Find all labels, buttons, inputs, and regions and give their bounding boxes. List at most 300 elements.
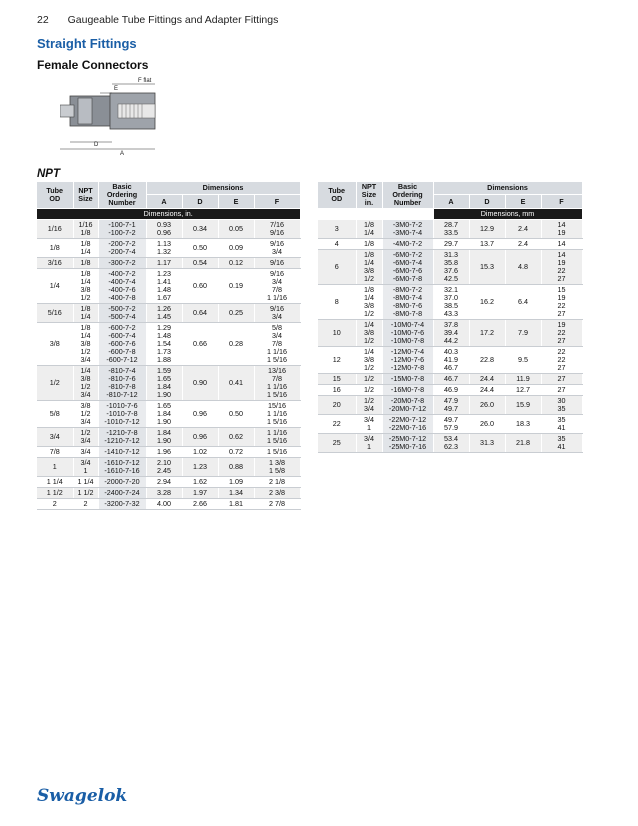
cell-dim-f [541,250,582,285]
cell-ordering-number-value: -600-7-8 [108,347,136,356]
female-bore [118,104,155,118]
cell-ordering-number [382,239,433,250]
cell-ordering-number-value: -20M0-7-12 [388,404,427,413]
cell-dim-f-value: 27 [557,363,566,372]
cell-dim-a-value: 1.73 [157,347,171,356]
cell-dim-a [433,239,469,250]
cell-npt-size-value: 1/8 [80,323,91,332]
cell-dim-f [254,323,300,366]
cell-npt-size-value: 1/2 [80,347,91,356]
cell-npt-size [73,269,98,304]
cell-dim-f-value: 30 [557,396,566,405]
cell-npt-size-value: 1/4 [364,293,374,302]
cell-dim-f-value: 1 1/16 [267,293,287,302]
f-flat-label: F flat [138,78,152,84]
cell-npt-size-value: 1/4 [364,320,374,329]
cell-ordering-number-value: -12M0-7-6 [390,355,425,364]
cell-dim-f-value: 1 5/8 [269,466,285,475]
cell-tube-od: 1/16 [37,220,73,239]
cell-dim-a-value: 37.6 [444,266,458,275]
cell-tube-od: 16 [318,385,356,396]
cell-ordering-number-value: -2000-7-20 [104,477,140,486]
cell-tube-od: 20 [318,396,356,415]
cell-dim-a [146,477,182,488]
table-row [37,447,300,458]
cell-npt-size-value: 3/8 [80,401,91,410]
cell-dim-a-value: 28.7 [444,220,458,229]
cell-dim-f-value: 22 [557,355,566,364]
cell-ordering-number-value: -2400-7-24 [104,488,140,497]
cell-dim-f [254,220,300,239]
cell-ordering-number-value: -10M0-7-8 [390,336,425,345]
cell-dim-d: 0.54 [182,258,218,269]
cell-dim-a-value: 32.1 [444,285,458,294]
cell-dim-f-value: 27 [557,374,566,383]
cell-dim-d: 12.9 [469,220,505,239]
table-row [37,239,300,258]
cell-dim-a [146,323,182,366]
col-f: F [541,195,582,209]
cell-npt-size [73,220,98,239]
cell-npt-size-value: 1/8 [80,258,91,267]
cell-npt-size [73,401,98,428]
cell-dim-a-value: 35.8 [444,258,458,267]
cell-npt-size-value: 1/8 [364,285,374,294]
cell-dim-d: 0.96 [182,428,218,447]
cell-ordering-number [98,366,146,401]
cell-dim-f-value: 7/8 [272,339,282,348]
cell-dim-f-value: 3/4 [272,247,282,256]
cell-dim-a-value: 1.65 [157,401,171,410]
cell-dim-f [541,239,582,250]
cell-npt-size [356,415,382,434]
cell-tube-od: 1/2 [37,366,73,401]
cell-ordering-number-value: -200-7-4 [108,247,136,256]
cell-dim-f-value: 9/16 [270,258,284,267]
cell-dim-a-value: 38.5 [444,301,458,310]
cell-dim-a-value: 0.93 [157,220,171,229]
cell-dim-a-value: 1.90 [157,436,171,445]
table-row [37,366,300,401]
cell-dim-a-value: 1.84 [157,428,171,437]
cell-dim-a-value: 1.96 [157,447,171,456]
cell-tube-od: 15 [318,374,356,385]
cell-dim-e: 0.88 [218,458,254,477]
cell-dim-f [254,499,300,510]
cell-dim-a-value: 37.8 [444,320,458,329]
cell-dim-a-value: 1.45 [157,312,171,321]
cell-ordering-number-value: -10M0-7-4 [390,320,425,329]
cell-dim-f-value: 2 3/8 [269,488,285,497]
cell-ordering-number-value: -400-7-8 [108,293,136,302]
cell-dim-a [433,385,469,396]
cell-dim-a [146,401,182,428]
cell-npt-size-value: 1 1/4 [77,477,94,486]
cell-dim-a-value: 1.67 [157,293,171,302]
cell-ordering-number [382,320,433,347]
cell-dim-e: 0.28 [218,323,254,366]
cell-dim-f-value: 7/8 [272,285,282,294]
cell-ordering-number-value: -12M0-7-8 [390,363,425,372]
cell-dim-a-value: 39.4 [444,328,458,337]
col-d: D [182,195,218,209]
cell-tube-od: 5/8 [37,401,73,428]
cell-ordering-number-value: -810-7-6 [108,374,136,383]
cell-dim-a-value: 1.23 [157,269,171,278]
cell-ordering-number [382,434,433,453]
cell-npt-size-value: 3/4 [364,415,374,424]
cell-ordering-number-value: -600-7-2 [108,323,136,332]
cell-ordering-number-value: -20M0-7-8 [390,396,425,405]
cell-dim-f-value: 22 [557,328,566,337]
cell-dim-f [254,401,300,428]
table-row [318,396,582,415]
cell-dim-e: 0.41 [218,366,254,401]
cell-dim-f [541,415,582,434]
cell-dim-d: 31.3 [469,434,505,453]
cell-dim-e: 0.09 [218,239,254,258]
cell-npt-size [356,250,382,285]
cell-ordering-number-value: -400-7-6 [108,285,136,294]
cell-dim-d: 1.62 [182,477,218,488]
cell-ordering-number [98,258,146,269]
cell-dim-f-value: 19 [557,228,566,237]
cell-dim-f-value: 3/4 [272,331,282,340]
section-title: Straight Fittings [37,36,137,51]
cell-dim-d: 0.34 [182,220,218,239]
units-band: Dimensions, in. [37,209,300,220]
cell-dim-f-value: 1 5/16 [267,436,287,445]
cell-dim-a-value: 1.41 [157,277,171,286]
cell-npt-size [73,447,98,458]
cell-npt-size-value: 3/8 [364,328,374,337]
cell-dim-a-value: 46.7 [444,374,458,383]
cell-npt-size-value: 1/4 [80,366,91,375]
cell-dim-f-value: 9/16 [270,269,284,278]
cell-npt-size-value: 1/8 [80,304,91,313]
cell-dim-f-value: 41 [557,442,566,451]
cell-dim-a-value: 1.48 [157,285,171,294]
cell-dim-a [146,269,182,304]
col-f: F [254,195,300,209]
cell-tube-od: 1/8 [37,239,73,258]
table-body [318,220,582,453]
cell-tube-od: 8 [318,285,356,320]
cell-npt-size-value: 1/2 [364,274,374,283]
cell-tube-od: 3/8 [37,323,73,366]
cell-npt-size-value: 3/4 [364,434,374,443]
cell-dim-f-value: 1 1/16 [267,347,287,356]
cell-ordering-number [382,250,433,285]
cell-dim-d: 1.23 [182,458,218,477]
cell-npt-size [73,366,98,401]
cell-npt-size [73,258,98,269]
cell-dim-a [146,458,182,477]
cell-ordering-number-value: -1010-7-8 [106,409,138,418]
cell-dim-f-value: 1 5/16 [267,417,287,426]
cell-dim-d: 24.4 [469,374,505,385]
cell-dim-f-value: 1 1/16 [267,382,287,391]
cell-tube-od: 3/4 [37,428,73,447]
cell-npt-size [356,374,382,385]
cell-ordering-number-value: -6M0-7-6 [392,266,423,275]
cell-dim-e: 0.25 [218,304,254,323]
cell-dim-f-value: 35 [557,404,566,413]
cell-dim-f-value: 3/4 [272,312,282,321]
cell-tube-od: 1 1/2 [37,488,73,499]
col-ordering-number: Basic Ordering Number [382,182,433,209]
cell-npt-size [73,499,98,510]
table-row [37,499,300,510]
cell-ordering-number [98,323,146,366]
cell-dim-d: 0.64 [182,304,218,323]
table-row [318,347,582,374]
cell-dim-f [541,374,582,385]
cell-dim-a [433,220,469,239]
cell-dim-a-value: 2.94 [157,477,171,486]
cell-ordering-number [382,385,433,396]
cell-ordering-number-value: -400-7-4 [108,277,136,286]
cell-dim-e: 0.50 [218,401,254,428]
cell-npt-size [73,477,98,488]
cell-npt-size [356,434,382,453]
cell-dim-a [146,239,182,258]
cell-dim-d: 0.60 [182,269,218,304]
cell-npt-size-value: 1/2 [364,396,374,405]
cell-dim-f [254,458,300,477]
cell-dim-f-value: 15/16 [268,401,286,410]
table-row [37,304,300,323]
cell-dim-a [433,415,469,434]
cell-dim-a [146,258,182,269]
cell-dim-f-value: 2 1/8 [269,477,285,486]
cell-dim-f-value: 7/16 [270,220,284,229]
cell-dim-a [146,220,182,239]
cell-dim-a-value: 33.5 [444,228,458,237]
cell-dim-f-value: 1 1/16 [267,409,287,418]
cell-dim-a-value: 29.7 [444,239,458,248]
cell-npt-size-value: 3/4 [364,404,374,413]
table-row [318,250,582,285]
cell-dim-f-value: 13/16 [268,366,286,375]
cell-npt-size-value: 1/2 [80,293,91,302]
cell-ordering-number-value: -6M0-7-8 [392,274,423,283]
cell-dim-d: 16.2 [469,285,505,320]
cell-dim-e: 21.8 [505,434,541,453]
cell-ordering-number-value: -22M0-7-16 [388,423,427,432]
col-e: E [505,195,541,209]
cell-dim-d: 1.97 [182,488,218,499]
cell-dim-f-value: 19 [557,258,566,267]
tube-stub [60,105,74,117]
a-label: A [120,151,125,156]
page-header [37,14,278,26]
cell-ordering-number-value: -22M0-7-12 [388,415,427,424]
cell-dim-a [146,499,182,510]
cell-dim-f-value: 3/4 [272,277,282,286]
cell-ordering-number-value: -400-7-2 [108,269,136,278]
col-dimensions: Dimensions [146,182,300,195]
npt-label: NPT [37,168,60,180]
cell-dim-f-value: 22 [557,347,566,356]
units-band: Dimensions, mm [433,209,582,220]
cell-dim-a [433,285,469,320]
cell-ordering-number-value: -1610-7-12 [104,458,140,467]
cell-ordering-number-value: -100-7-2 [108,228,136,237]
cell-dim-a-value: 1.90 [157,417,171,426]
page-header-title: Gaugeable Tube Fittings and Adapter Fittings [67,14,279,26]
cell-dim-f [541,396,582,415]
cell-npt-size-value: 3/4 [80,436,91,445]
cell-ordering-number-value: -15M0-7-8 [390,374,425,383]
cell-tube-od: 10 [318,320,356,347]
e-label: E [114,86,119,92]
cell-tube-od: 4 [318,239,356,250]
cell-dim-a-value: 42.5 [444,274,458,283]
cell-dim-a [433,250,469,285]
cell-ordering-number-value: -1210-7-8 [106,428,138,437]
cell-dim-f-value: 27 [557,274,566,283]
cell-npt-size-value: 1 [83,466,88,475]
cell-dim-a-value: 41.9 [444,355,458,364]
cell-ordering-number [98,488,146,499]
cell-dim-d: 0.90 [182,366,218,401]
cell-dim-f-value: 9/16 [270,239,284,248]
cell-npt-size-value: 3/4 [80,447,91,456]
cell-dim-a-value: 1.65 [157,374,171,383]
cell-dim-a [146,488,182,499]
cell-ordering-number-value: -1610-7-16 [104,466,140,475]
cell-dim-f [254,447,300,458]
cell-npt-size-value: 1 1/2 [77,488,94,497]
cell-ordering-number-value: -12M0-7-4 [390,347,425,356]
cell-dim-d: 17.2 [469,320,505,347]
cell-ordering-number-value: -100-7-1 [108,220,136,229]
cell-dim-f-value: 14 [557,220,566,229]
cell-npt-size-value: 1/4 [80,331,91,340]
cell-dim-e: 2.4 [505,239,541,250]
table-row [318,374,582,385]
cell-dim-a-value: 46.9 [444,385,458,394]
cell-dim-f [254,366,300,401]
cell-npt-size [356,385,382,396]
cell-tube-od: 1 1/4 [37,477,73,488]
cell-dim-f-value: 14 [557,250,566,259]
cell-ordering-number-value: -8M0-7-8 [392,309,423,318]
cell-dim-f-value: 27 [557,336,566,345]
cell-ordering-number [382,347,433,374]
cell-tube-od: 1 [37,458,73,477]
cell-npt-size [73,428,98,447]
cell-dim-a-value: 49.7 [444,404,458,413]
cell-npt-size [356,285,382,320]
cell-dim-a-value: 1.88 [157,355,171,364]
cell-npt-size-value: 3/8 [80,339,91,348]
cell-dim-e: 1.81 [218,499,254,510]
cell-dim-a [433,374,469,385]
cell-dim-f-value: 27 [557,309,566,318]
cell-dim-a-value: 1.32 [157,247,171,256]
table-row [37,401,300,428]
cell-npt-size-value: 1/8 [80,239,91,248]
cell-dim-d: 26.0 [469,415,505,434]
cell-ordering-number-value: -3M0-7-2 [392,220,423,229]
cell-dim-e: 9.5 [505,347,541,374]
svg-text:Swagelok: Swagelok [37,786,127,806]
cell-ordering-number-value: -10M0-7-6 [390,328,425,337]
cell-npt-size [356,396,382,415]
cell-dim-e: 18.3 [505,415,541,434]
cell-dim-e: 1.09 [218,477,254,488]
cell-npt-size-value: 2 [83,499,88,508]
cell-ordering-number [98,304,146,323]
cell-dim-a [146,304,182,323]
cell-dim-a [433,347,469,374]
cell-dim-a [433,434,469,453]
cell-ordering-number-value: -6M0-7-2 [392,250,423,259]
table-row [37,428,300,447]
cell-tube-od: 6 [318,250,356,285]
cell-dim-f-value: 9/16 [270,228,284,237]
cell-npt-size-value: 1/2 [80,409,91,418]
cell-dim-d: 1.02 [182,447,218,458]
col-npt-size: NPT Size [73,182,98,209]
fractional-dimensions-table [37,182,301,510]
cell-tube-od: 3 [318,220,356,239]
cell-dim-e: 1.34 [218,488,254,499]
cell-dim-a-value: 43.3 [444,309,458,318]
cell-dim-f [254,477,300,488]
cell-dim-a-value: 40.3 [444,347,458,356]
col-tube-od: Tube OD [37,182,73,209]
cell-npt-size-value: 3/8 [364,355,374,364]
cell-ordering-number-value: -200-7-2 [108,239,136,248]
table-row [37,220,300,239]
cell-dim-d: 26.0 [469,396,505,415]
cell-npt-size-value: 1/2 [80,382,91,391]
cell-npt-size-value: 3/8 [80,285,91,294]
cell-tube-od: 5/16 [37,304,73,323]
cell-dim-f-value: 41 [557,423,566,432]
cell-dim-d: 2.66 [182,499,218,510]
cell-dim-a-value: 53.4 [444,434,458,443]
cell-dim-f [254,239,300,258]
cell-dim-e: 6.4 [505,285,541,320]
cell-npt-size [356,347,382,374]
cell-dim-f-value: 14 [557,239,566,248]
cell-dim-f [541,320,582,347]
cell-dim-a-value: 62.3 [444,442,458,451]
cell-dim-f [254,258,300,269]
cell-dim-a-value: 47.9 [444,396,458,405]
col-ordering-number: Basic Ordering Number [98,182,146,209]
cell-dim-a-value: 1.59 [157,366,171,375]
cell-npt-size [356,220,382,239]
cell-ordering-number-value: -810-7-8 [108,382,136,391]
table-row [318,285,582,320]
cell-tube-od: 3/16 [37,258,73,269]
cell-ordering-number [98,499,146,510]
cell-npt-size [73,488,98,499]
col-tube-od: Tube OD [318,182,356,209]
cell-ordering-number-value: -6M0-7-4 [392,258,423,267]
cell-dim-f-value: 1 5/16 [267,447,287,456]
cell-dim-a [433,396,469,415]
cell-dim-f-value: 15 [557,285,566,294]
cell-dim-d: 13.7 [469,239,505,250]
cell-ordering-number-value: -1410-7-12 [104,447,140,456]
cell-dim-a-value: 0.96 [157,228,171,237]
